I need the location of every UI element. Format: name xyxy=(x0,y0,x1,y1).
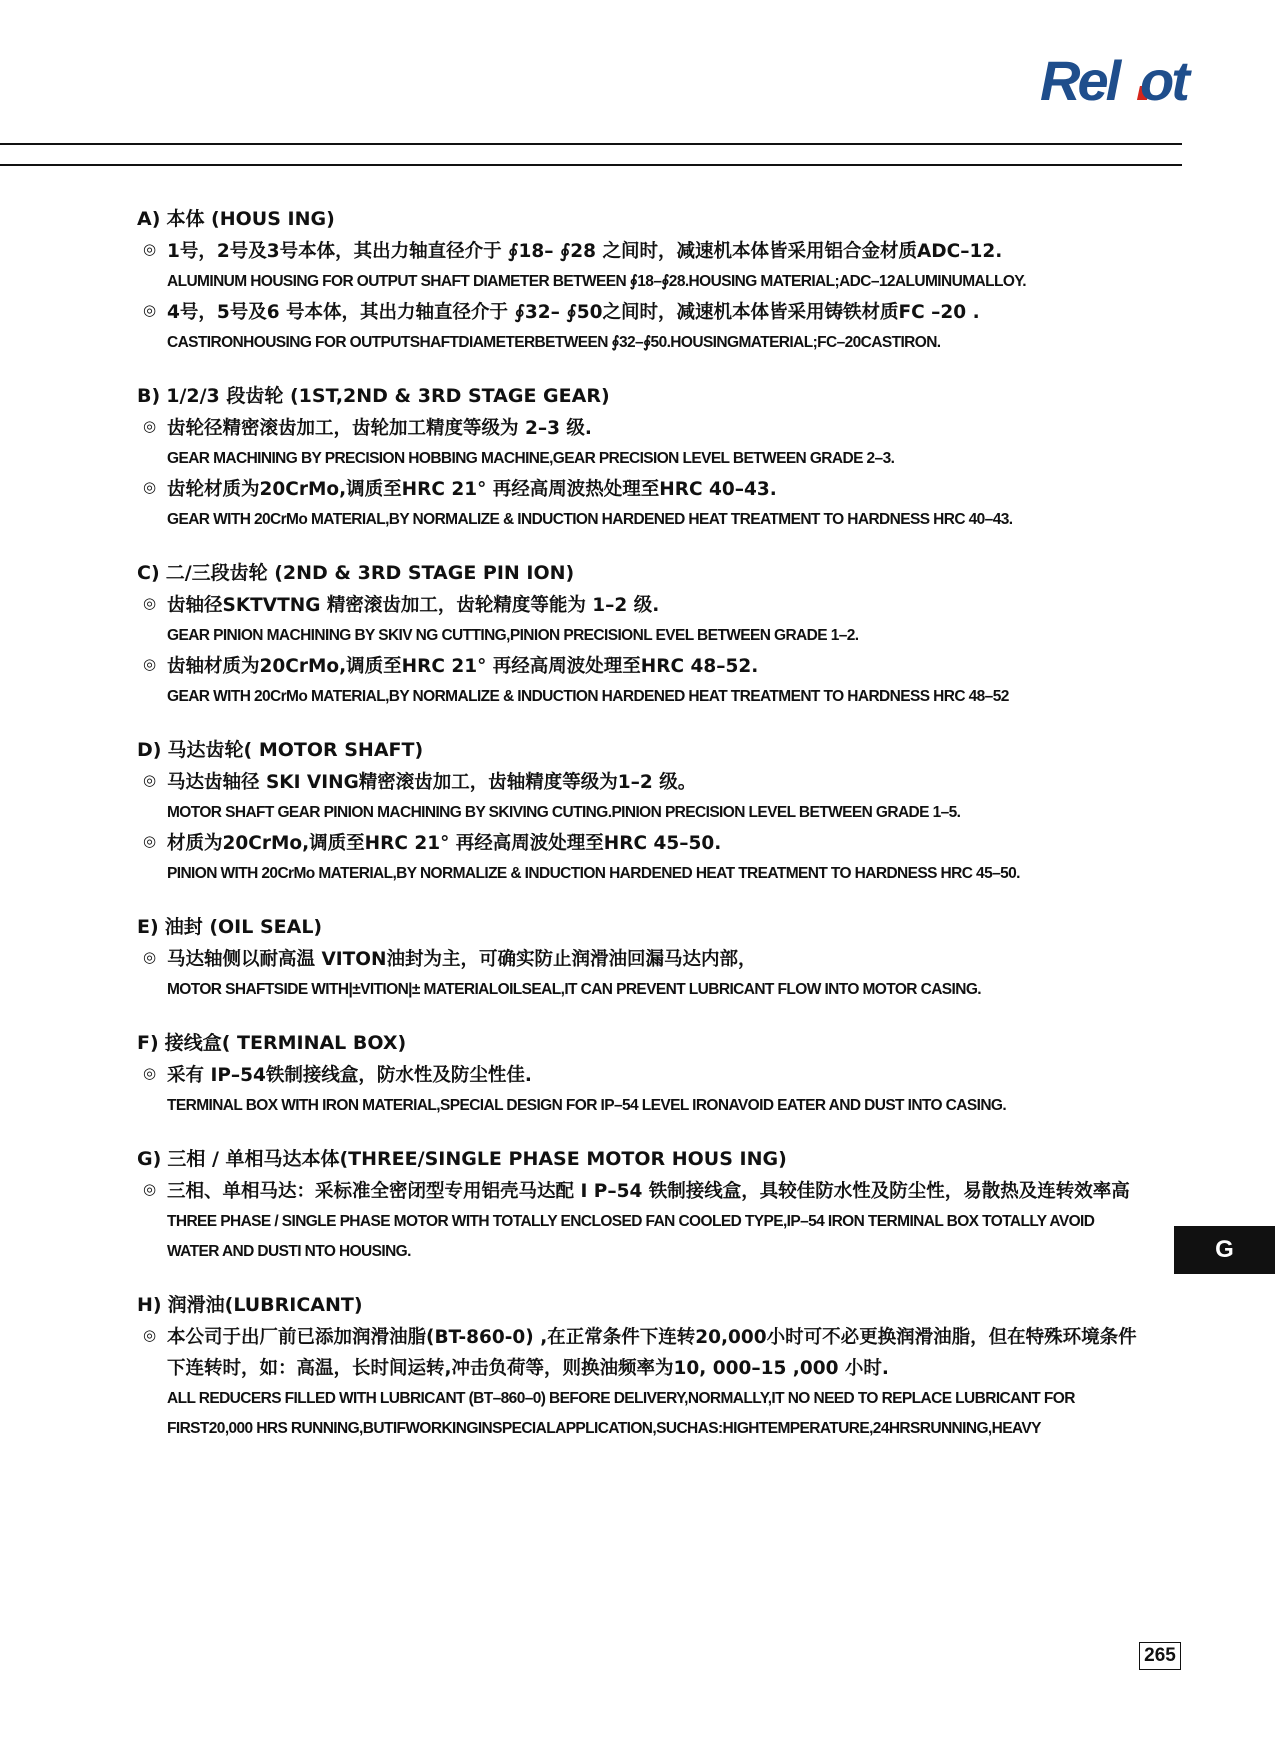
spec-section xyxy=(135,1030,1145,1121)
spec-item xyxy=(135,828,1145,889)
section-heading: 本体 (HOUS ING) xyxy=(166,208,335,230)
spec-text-en: PINION WITH 20CrMo MATERIAL,BY NORMALIZE & INDUCTION HARDENED HEAT TREATMENT TO HARDNESS HRC 45–50. xyxy=(167,865,1020,882)
section-key: E) xyxy=(137,916,159,938)
spec-section xyxy=(135,560,1145,712)
section-key: D) xyxy=(137,739,162,761)
spec-text-cn: 采有 IP–54铁制接线盒，防水性及防尘性佳. xyxy=(167,1065,532,1086)
bullet-icon: ◎ xyxy=(143,594,157,612)
section-heading: 二/三段齿轮 (2ND & 3RD STAGE PIN ION) xyxy=(165,562,575,584)
section-tab[interactable]: G xyxy=(1174,1226,1275,1274)
section-key: C) xyxy=(137,562,160,584)
bullet-icon: ◎ xyxy=(143,240,157,258)
section-title xyxy=(137,737,1145,763)
section-title xyxy=(137,560,1145,586)
spec-text-en: CASTIRONHOUSING FOR OUTPUTSHAFTDIAMETERBETWEEN ∮32–∮50.HOUSINGMATERIAL;FC–20CASTIRON. xyxy=(167,334,941,351)
svg-text:Rel: Rel xyxy=(1040,49,1119,110)
spec-section xyxy=(135,383,1145,535)
spec-section xyxy=(135,914,1145,1005)
bullet-icon: ◎ xyxy=(143,1326,157,1344)
header-rule-bottom xyxy=(0,164,1182,166)
bullet-icon: ◎ xyxy=(143,1180,157,1198)
spec-text-cn: 齿轮径精密滚齿加工，齿轮加工精度等级为 2–3 级. xyxy=(167,418,592,439)
section-key: B) xyxy=(137,385,161,407)
spec-item xyxy=(135,297,1145,358)
spec-section xyxy=(135,737,1145,889)
spec-text-cn: 材质为20CrMo,调质至HRC 21° 再经高周波处理至HRC 45–50. xyxy=(167,833,722,854)
spec-item xyxy=(135,651,1145,712)
section-key: G) xyxy=(137,1148,162,1170)
bullet-icon: ◎ xyxy=(143,948,157,966)
spec-text-en: MOTOR SHAFTSIDE WITH|±VITION|± MATERIALOILSEAL,IT CAN PREVENT LUBRICANT FLOW INTO MOTOR CASING. xyxy=(167,981,981,998)
spec-item xyxy=(135,236,1145,297)
spec-text-en: GEAR PINION MACHINING BY SKIV NG CUTTING,PINION PRECISIONL EVEL BETWEEN GRADE 1–2. xyxy=(167,627,859,644)
spec-text-en: GEAR WITH 20CrMo MATERIAL,BY NORMALIZE & INDUCTION HARDENED HEAT TREATMENT TO HARDNESS HRC 40–43. xyxy=(167,511,1013,528)
section-title xyxy=(137,206,1145,232)
bullet-icon: ◎ xyxy=(143,655,157,673)
page-number: 265 xyxy=(1139,1642,1181,1670)
spec-text-cn: 齿轴材质为20CrMo,调质至HRC 21° 再经高周波处理至HRC 48–52. xyxy=(167,656,759,677)
section-heading: 润滑油(LUBRICANT) xyxy=(167,1294,363,1316)
header-rule-top xyxy=(0,143,1182,145)
spec-text-en: GEAR WITH 20CrMo MATERIAL,BY NORMALIZE & INDUCTION HARDENED HEAT TREATMENT TO HARDNESS HRC 48–52 xyxy=(167,688,1009,705)
bullet-icon: ◎ xyxy=(143,832,157,850)
spec-text-en: THREE PHASE / SINGLE PHASE MOTOR WITH TOTALLY ENCLOSED FAN COOLED TYPE,IP–54 IRON TERMINAL BOX TOTALLY AVOID WATER AND DUSTI NTO HOUSING. xyxy=(167,1213,1095,1260)
spec-item xyxy=(135,413,1145,474)
section-title xyxy=(137,1030,1145,1056)
spec-item xyxy=(135,1176,1145,1267)
spec-text-en: MOTOR SHAFT GEAR PINION MACHINING BY SKIVING CUTING.PINION PRECISION LEVEL BETWEEN GRADE 1–5. xyxy=(167,804,961,821)
spec-text-cn: 马达齿轴径 SKI VING精密滚齿加工，齿轴精度等级为1–2 级。 xyxy=(167,772,697,793)
bullet-icon: ◎ xyxy=(143,771,157,789)
section-title xyxy=(137,1146,1145,1172)
spec-text-cn: 马达轴侧以耐高温 VITON油封为主，可确实防止润滑油回漏马达内部， xyxy=(167,949,757,970)
spec-text-en: ALL REDUCERS FILLED WITH LUBRICANT (BT–860–0) BEFORE DELIVERY,NORMALLY,IT NO NEED TO REPLACE LUBRICANT FOR FIRST20,000 HRS RUNNING,BUTIFWORKINGINSPECIALAPPLICATION,SUCHAS:HIGHTEMPERATURE,24HRSRUNNING,HEAVY xyxy=(167,1390,1075,1437)
spec-text-cn: 本公司于出厂前已添加润滑油脂(BT-860-0) ,在正常条件下连转20,000小时可不必更换润滑油脂，但在特殊环境条件下连转时，如：高温，长时间运转,冲击负荷等，则换油频率为10, 000–15 ,000 小时. xyxy=(167,1327,1137,1379)
bullet-icon: ◎ xyxy=(143,478,157,496)
spec-text-en: TERMINAL BOX WITH IRON MATERIAL,SPECIAL DESIGN FOR IP–54 LEVEL IRONAVOID EATER AND DUST INTO CASING. xyxy=(167,1097,1007,1114)
section-key: A) xyxy=(137,208,161,230)
spec-section xyxy=(135,1146,1145,1267)
spec-text-cn: 1号，2号及3号本体，其出力轴直径介于 ∮18– ∮28 之间时，减速机本体皆采用铝合金材质ADC–12. xyxy=(167,241,1003,262)
relot-logo xyxy=(1040,48,1230,110)
spec-text-cn: 三相、单相马达：采标准全密闭型专用铝壳马达配 I P–54 铁制接线盒，具较佳防水性及防尘性，易散热及连转效率高 xyxy=(167,1181,1130,1202)
bullet-icon: ◎ xyxy=(143,1064,157,1082)
section-heading: 接线盒( TERMINAL BOX) xyxy=(164,1032,407,1054)
spec-item xyxy=(135,767,1145,828)
spec-item xyxy=(135,1322,1145,1444)
spec-text-en: GEAR MACHINING BY PRECISION HOBBING MACHINE,GEAR PRECISION LEVEL BETWEEN GRADE 2–3. xyxy=(167,450,895,467)
section-title xyxy=(137,914,1145,940)
spec-section xyxy=(135,206,1145,358)
svg-text:ot: ot xyxy=(1140,49,1187,110)
spec-item xyxy=(135,590,1145,651)
section-title xyxy=(137,1292,1145,1318)
spec-text-en: ALUMINUM HOUSING FOR OUTPUT SHAFT DIAMETER BETWEEN ∮18–∮28.HOUSING MATERIAL;ADC–12ALUMINUMALLOY. xyxy=(167,273,1027,290)
section-title xyxy=(137,383,1145,409)
spec-item xyxy=(135,1060,1145,1121)
spec-section xyxy=(135,1292,1145,1444)
section-heading: 油封 (OIL SEAL) xyxy=(164,916,323,938)
section-key: F) xyxy=(137,1032,159,1054)
section-heading: 马达齿轮( MOTOR SHAFT) xyxy=(167,739,424,761)
section-key: H) xyxy=(137,1294,162,1316)
spec-text-cn: 齿轴径SKTVTNG 精密滚齿加工，齿轮精度等能为 1–2 级. xyxy=(167,595,660,616)
bullet-icon: ◎ xyxy=(143,301,157,319)
section-heading: 1/2/3 段齿轮 (1ST,2ND & 3RD STAGE GEAR) xyxy=(166,385,610,407)
spec-item xyxy=(135,944,1145,1005)
spec-item xyxy=(135,474,1145,535)
spec-list xyxy=(135,206,1145,1469)
spec-text-cn: 齿轮材质为20CrMo,调质至HRC 21° 再经高周波热处理至HRC 40–43. xyxy=(167,479,777,500)
spec-text-cn: 4号，5号及6 号本体，其出力轴直径介于 ∮32– ∮50之间时，减速机本体皆采用铸铁材质FC –20 . xyxy=(167,302,980,323)
section-heading: 三相 / 单相马达本体(THREE/SINGLE PHASE MOTOR HOUS ING) xyxy=(167,1148,787,1170)
bullet-icon: ◎ xyxy=(143,417,157,435)
